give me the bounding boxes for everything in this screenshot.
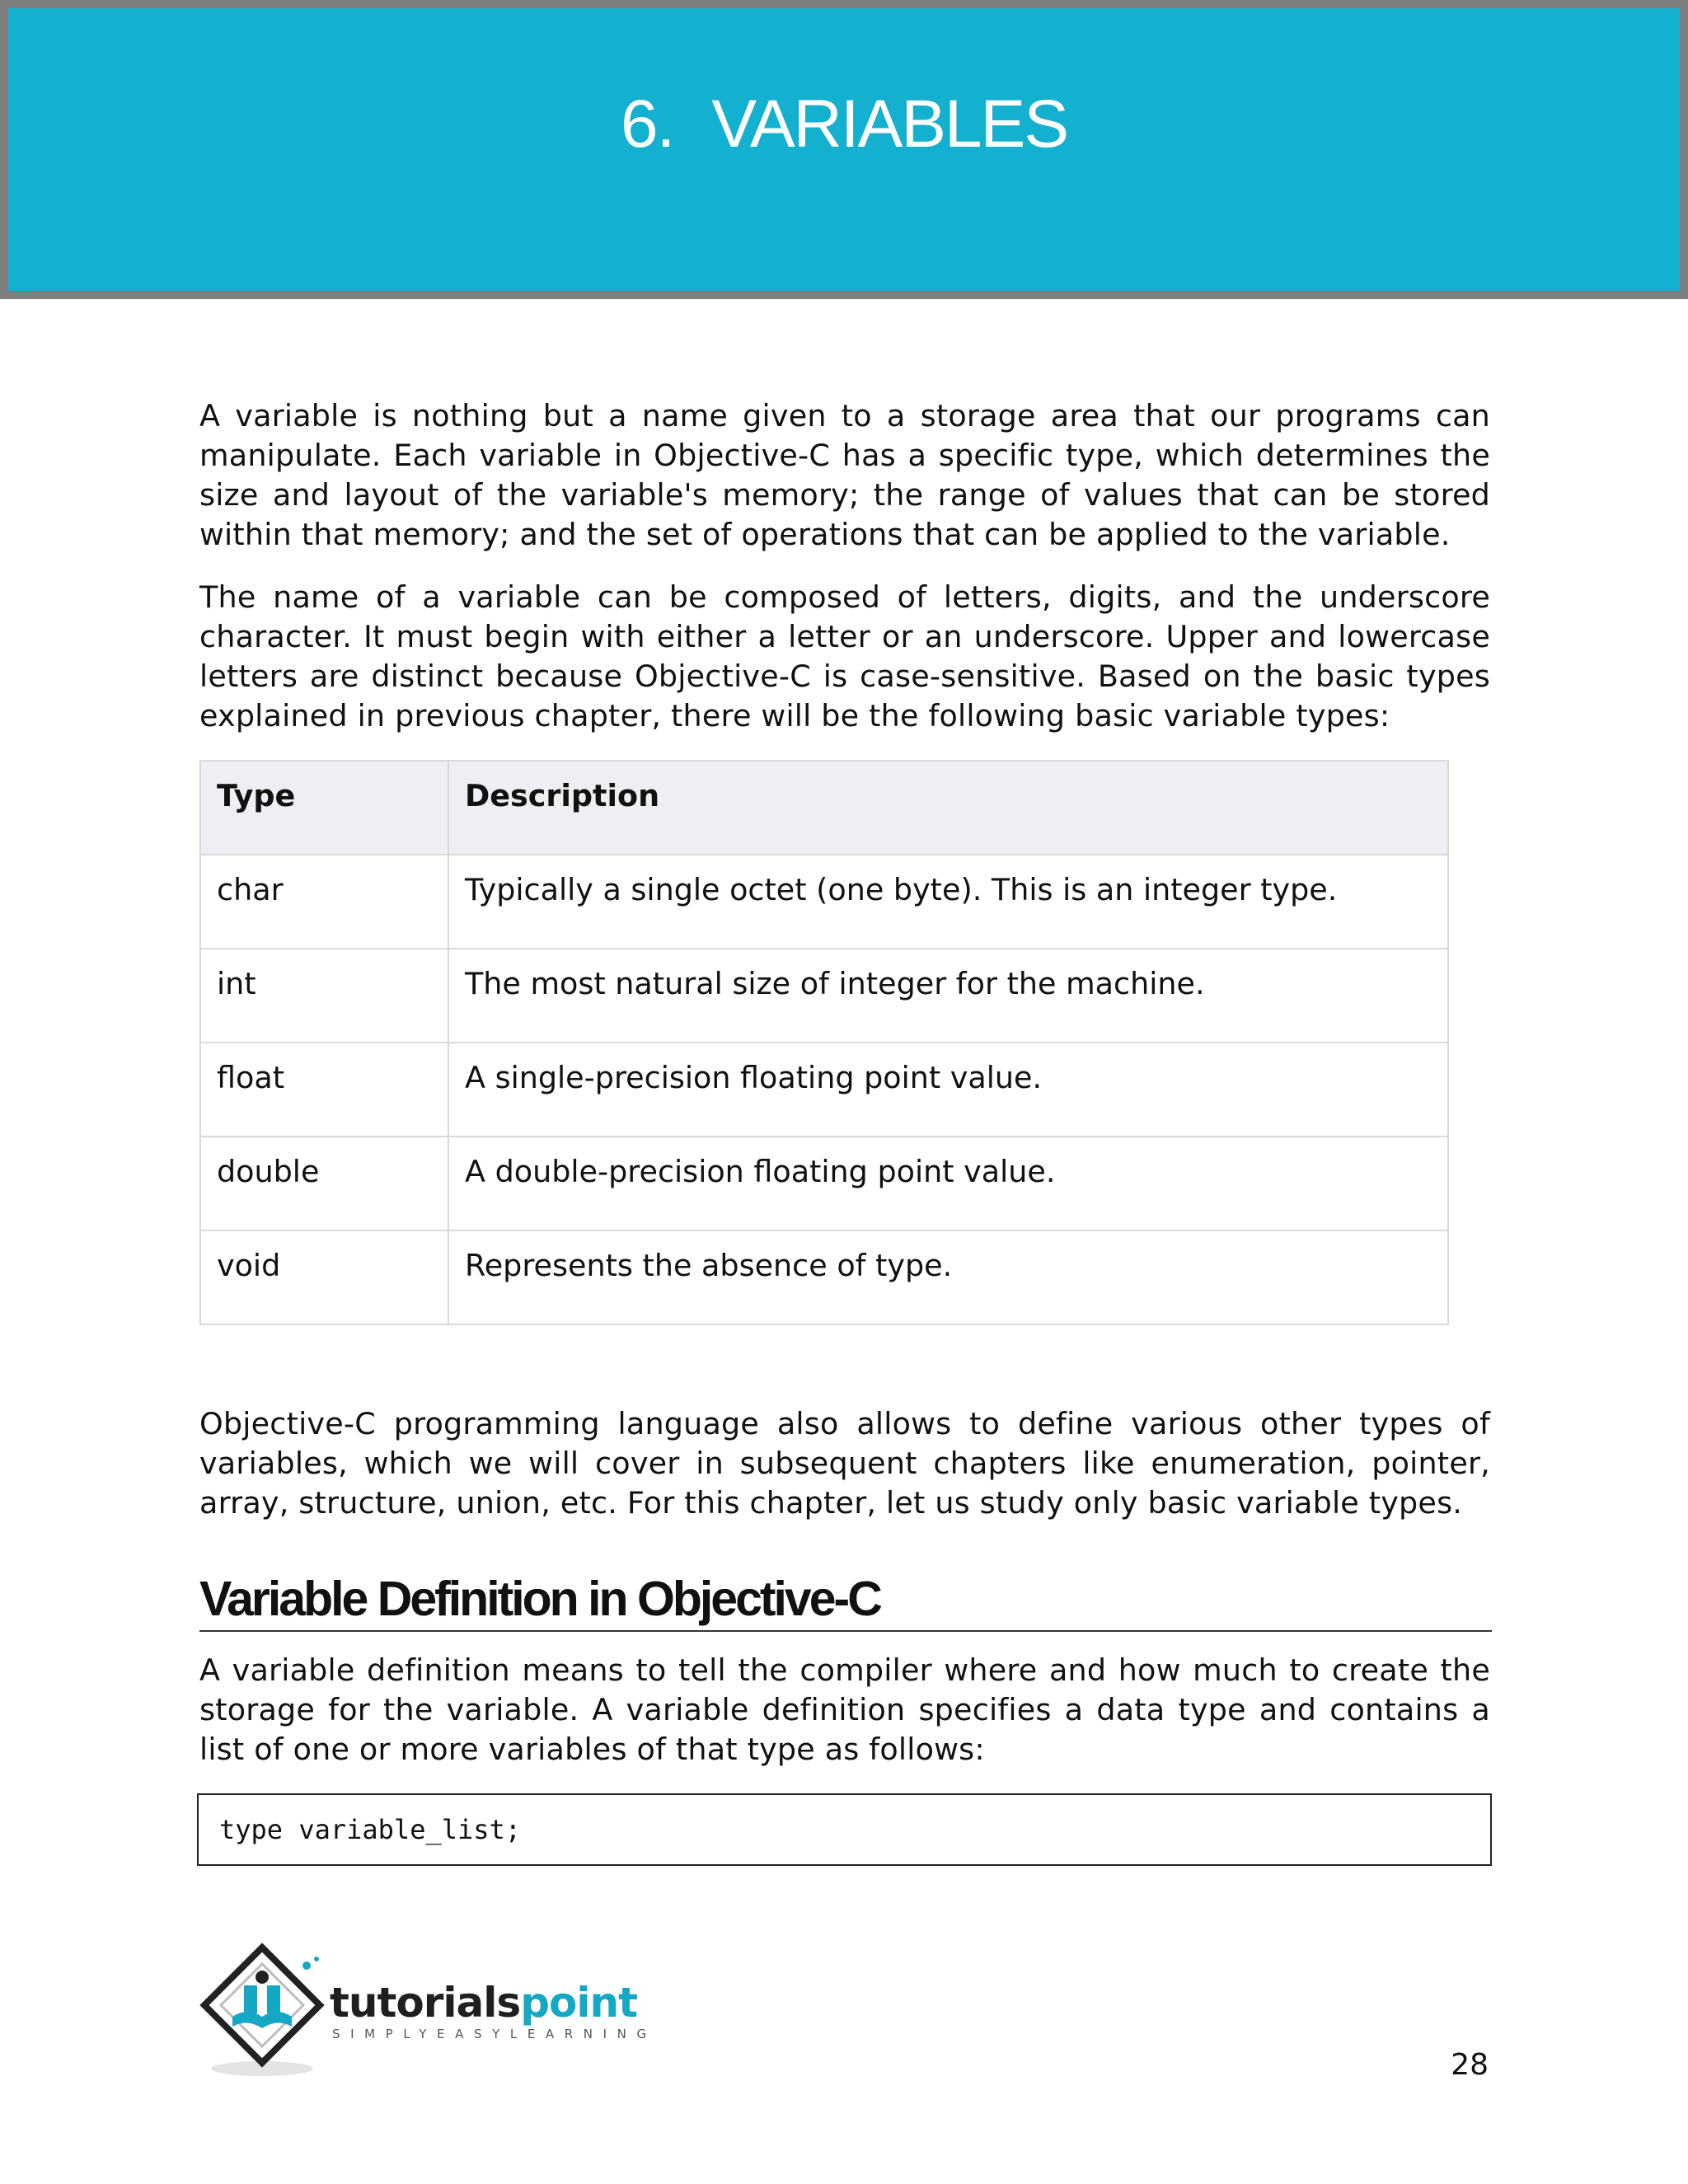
table-row — [200, 855, 1448, 949]
page-number: 28 — [1451, 2048, 1489, 2082]
table-row — [200, 1230, 1448, 1324]
code-block — [197, 1793, 1492, 1866]
chapter-title — [8, 87, 1680, 162]
table-header-row — [200, 761, 1448, 855]
description-cell: A double-precision floating point value. — [448, 1137, 1448, 1230]
section-heading: Variable Definition in Objective-C — [199, 1568, 1492, 1632]
type-cell: float — [200, 1043, 448, 1137]
header-type: Type — [200, 761, 448, 855]
table-row — [200, 1043, 1448, 1137]
table-row — [200, 1137, 1448, 1230]
type-cell: double — [200, 1137, 448, 1230]
header-description: Description — [448, 761, 1448, 855]
logo-wordmark — [330, 1979, 637, 2027]
type-cell: int — [200, 949, 448, 1043]
variable-types-table — [199, 760, 1449, 1325]
type-cell: void — [200, 1230, 448, 1324]
type-cell: char — [200, 855, 448, 949]
definition-paragraph: A variable definition means to tell the compiler where and how much to create the storage for the variable. A variable definition specifies a data type and contains a list of one or more variables of that type as follows: — [199, 1652, 1490, 1767]
description-cell: The most natural size of integer for the machine. — [448, 949, 1448, 1043]
description-cell: Typically a single octet (one byte). This is an integer type. — [448, 855, 1448, 949]
description-cell: A single-precision floating point value. — [448, 1043, 1448, 1137]
logo-tagline: SIMPLYEASYLEARNING — [332, 2027, 657, 2041]
logo-word-point: point — [520, 1979, 637, 2027]
description-cell: Represents the absence of type. — [448, 1230, 1448, 1324]
table-row — [200, 949, 1448, 1043]
logo-word-tutorials: tutorials — [330, 1979, 521, 2027]
intro-paragraph: A variable is nothing but a name given to a storage area that our programs can manipulate. Each variable in Objective-C has a specific type, which determines the size and layout of the variable's memory; the range of values that can be stored within that memory; and the set of operations that can be applied to the variable. — [199, 398, 1490, 552]
logo-emblem-icon — [196, 1941, 336, 2081]
chapter-banner — [0, 0, 1688, 299]
tutorialspoint-logo — [196, 1941, 658, 2081]
other-types-paragraph: Objective-C programming language also allows to define various other types of variables, which we will cover in subsequent chapters like enumeration, pointer, array, structure, union, etc. For this chapter, let us study only basic variable types. — [199, 1406, 1490, 1521]
chapter-number: 6. — [620, 87, 674, 162]
code-snippet: type variable_list; — [219, 1814, 522, 1845]
naming-paragraph: The name of a variable can be composed of letters, digits, and the underscore character. It must begin with either a letter or an underscore. Upper and lowercase letters are distinct because Objective-C is case-sensitive. Based on the basic types explained in previous chapter, there will be the following basic variable types: — [199, 579, 1490, 733]
chapter-title-text: VARIABLES — [711, 87, 1068, 162]
